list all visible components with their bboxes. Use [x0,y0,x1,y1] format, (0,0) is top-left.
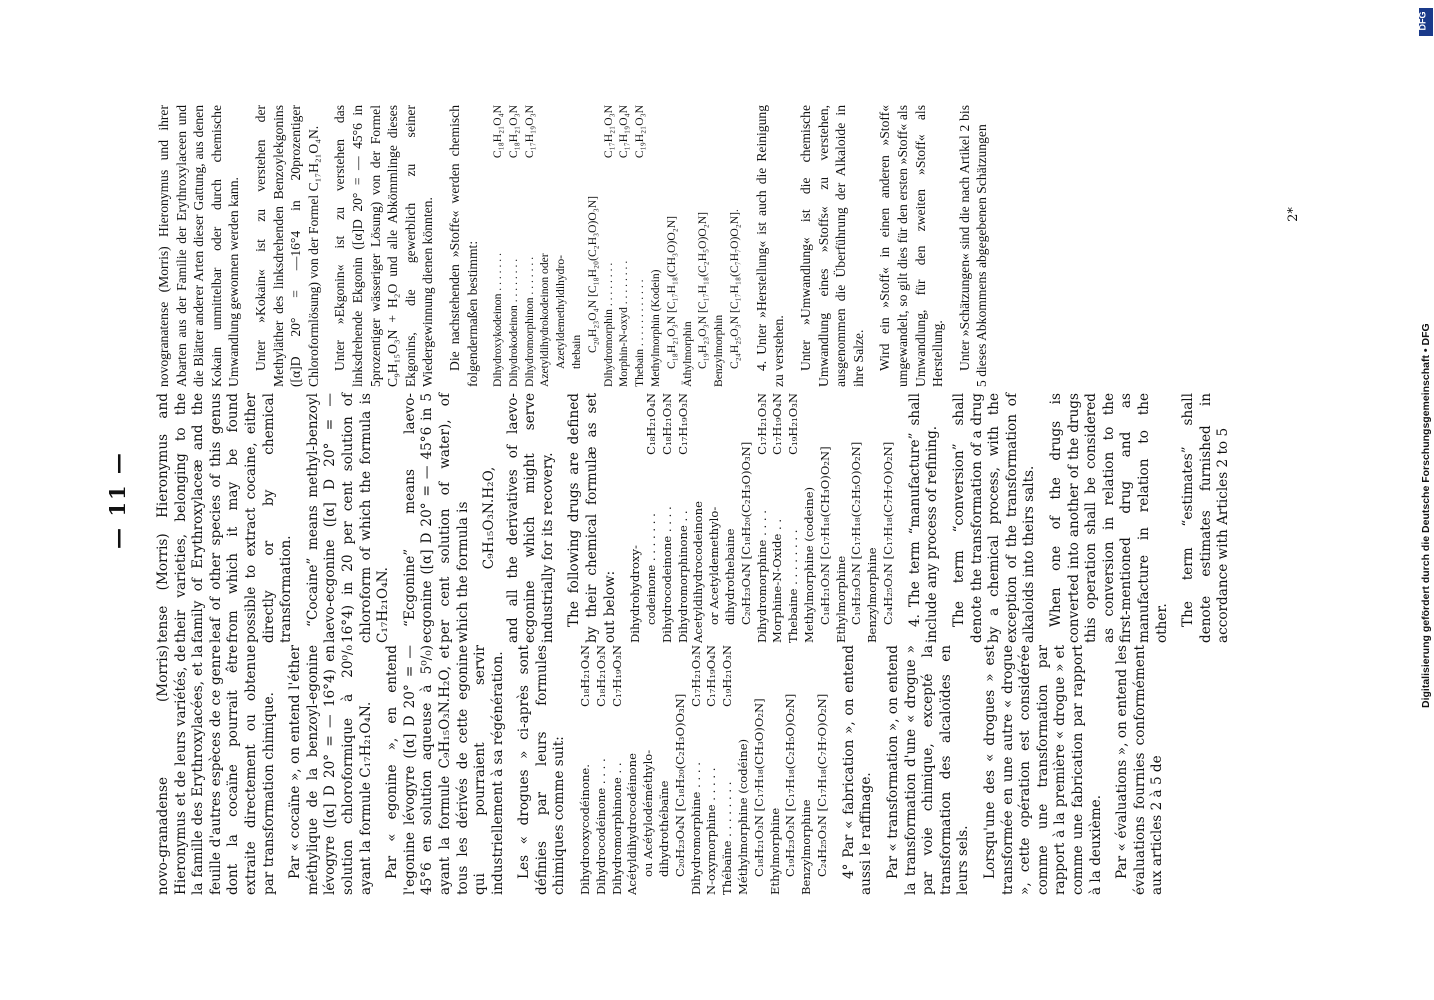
drug-formula-row [660,393,676,643]
drug-name: Dihydromorphinon . . . . . . . [522,256,536,387]
paragraph: Wird ein »Stoff« in einen anderen »Stoff« umgewandelt, so gilt dies für den ersten »Stoff« als Umwandlung, für den zweiten »Stoff« als Herstellung. [877,105,946,387]
drug-name: N-oxymorphine . . . . . [704,767,719,895]
drug-name: Morphin-N-oxyd . . . . . . . . [617,260,631,387]
drug-name: Acétyldihydrocodéinone [625,753,640,895]
drug-formula: C₁₇H₁₉O₄N [704,645,719,707]
paragraph: Par « transformation », on entend la transformation d'une « drogue » par voie chimique, excepté la transformation des alcaloïdes en leurs sels. [885,645,972,895]
drug-formula: C₁₈H₂₁O₃N [506,105,520,159]
drug-formula-row [641,645,657,895]
paragraph: Unter »Umwandlung« ist die chemische Umwandlung eines »Stoffs« zu verstehen, ausgenommen die Überführung der Alkaloide in ihre Salze. [798,105,866,387]
drug-name: Thebain . . . . . . . . . . . . [633,279,647,387]
drug-formula-row [610,645,626,895]
drug-name: Äthylmorphin [680,321,694,387]
drug-formula-row [818,393,834,643]
drug-name: C₁₈H₂₁O₃N [C₁₇H₁₈(CH₃O)O₂N] [664,216,678,369]
german-column [155,105,1000,387]
paragraph: and all the derivatives of laevo-ecgonine which might serve industrially for its recovery. [504,393,556,643]
paragraph: Lorsqu'une des « drogues » est transformée en une autre « drogue », cette opération est considérée comme une transformation par rapport à la première « drogue » et comme une fabrication par rapport à la deuxième. [981,645,1104,895]
drug-name: Ethylmorphine [833,555,848,643]
drug-formula-row [680,105,696,387]
drug-formula-row [648,105,664,387]
drug-formula-row [786,393,802,643]
drug-name: Methylmorphine (codeine) [802,486,817,643]
drug-name: Azetyldihydrokodeinon oder [538,253,552,387]
drug-formula-list [628,393,897,643]
drug-name: C₁₉H₂₃O₃N [C₁₇H₁₈(C₂H₅O)O₂N] [849,441,864,625]
paragraph: novo-granadense (Morris) Hieronymus et de leurs variétés, de la famille des Erythroxylacées, et la feuille d'autres espèces de ce genre dont la cocaïne pourrait être extraite directement ou obtenue par transformation chimique. [155,645,277,895]
drug-formula: C₁₉H₂₁O₃N [633,105,647,159]
drug-formula-row [736,645,752,895]
french-column [155,645,1176,895]
drug-formula-row [720,645,736,895]
drug-formula-row [632,105,648,387]
drug-formula-row [691,393,707,643]
drug-name: C₂₄H₂₅O₃N [C₁₇H₁₈(C₇H₇O)O₂N] [881,441,895,625]
drug-formula-row [490,105,506,387]
drug-name: ou Acétylodéméthylo- [641,749,656,877]
paragraph: 4° Par « fabrication », on entend aussi le raffinage. [840,645,875,895]
drug-formula-row [865,393,881,643]
drug-name: C₁₉H₂₃O₃N [C₁₇H₁₈(C₂H₅O)O₂N] [783,693,798,877]
drug-name: C₁₉H₂₃O₃N [C₁₇H₁₈(C₂H₅O)O₂N] [696,211,710,369]
drug-name: C₂₄H₂₅O₃N [C₁₇H₁₈(C₇H₇O)O₂N] [815,693,830,877]
drug-formula-row [537,105,553,387]
drug-name: Thebaine . . . . . . . . [786,529,801,643]
paragraph: The term “conversion” shall denote the transformation of a drug by a chemical process, with the exception of the transformation of alkaloids into theirs salts. [950,393,1038,643]
drug-name: dihydrothebaine [723,528,738,625]
drug-formula-row [755,393,771,643]
drug-name: C₁₈H₂₁O₃N [C₁₇H₁₈(CH₃O)O₂N] [751,698,766,877]
drug-name: Dihydrohydroxy- [628,545,643,643]
paragraph: Die nachstehenden »Stoffe« werden chemisch folgendermaßen bestimmt: [446,105,480,387]
drug-formula-row [553,105,569,387]
drug-name: Méthylmorphine (codéine) [736,738,751,895]
drug-formula-row [676,393,692,643]
drug-formula-row [695,105,711,387]
drug-name: Dihydroxykodeinon . . . . . . . [491,253,505,387]
drug-formula: C₁₇H₂₁O₃N [688,645,703,707]
drug-formula-row [625,645,641,895]
drug-formula-row [522,105,538,387]
drug-name: C₂₄H₂₅O₃N [C₁₇H₁₈(C₇H₇O)O₂N]. [728,209,742,369]
paragraph: “Cocaine” means methyl-benzoyl laevo-ecgonine ([α] D 20° = — 16°4) in 20 per cent solution of chloroform of which the formula is C₁₇H₂₁O₄N. [304,393,392,643]
drug-formula-row [673,645,689,895]
drug-formula: C₁₈H₂₁O₃N [593,645,608,707]
dfg-logo-badge: DFG [1419,8,1433,36]
drug-name: C₂₀H₂₃O₄N [C₁₈H₂₀(C₂H₃O)O₃N] [738,441,753,625]
paragraph: Les « drogues » ci-après sont définies par leurs formules chimiques comme suit: [516,645,568,895]
drug-formula-row [628,393,644,643]
paragraph: Par « cocaïne », on entend l'éther méthylique de la benzoyl-egonine lévogyre ([α] D 20° = — 16°4) en solution chloroformique à 20⁰/₀ ayant la formule C₁₇H₂₁O₄N. [287,645,374,895]
drug-formula-row [849,393,865,643]
paragraph: “Ecgonine” means laevo-ecgonine ([α] D 20° = — 45°6 in 5 per cent solution of water), of which the formula is [401,393,471,643]
drug-name: Benzylmorphine [865,547,880,643]
drug-formula: C₁₇H₁₉O₄N [617,105,631,159]
drug-name: Dihydrocodeinone . . . . [659,506,674,643]
drug-formula-row [704,645,720,895]
drug-name: Dihydromorphine . . . . [688,762,703,895]
signature-mark: 2* [1285,207,1301,222]
drug-name: dihydrothébaïne [657,780,672,877]
drug-name: Dihydromorphinone . . [675,510,690,643]
paragraph: 4. Unter »Herstellung« ist auch die Reinigung zu verstehen. [753,105,787,387]
drug-formula-row [578,645,594,895]
paragraph: novogranatense (Morris) Hieronymus und ihrer Abarten aus der Familie der Erythroxylaceen und die Blätter anderer Arten dieser Gattung, aus denen Kokain unmittelbar oder durch chemische Umwandlung gewonnen werden kann. [156,105,242,387]
drug-formula-row [644,393,660,643]
drug-name: Morphine-N-Oxide . . [770,518,785,643]
drug-formula: C₁₈H₂₁O₄N [644,393,659,455]
drug-name: Dihydrocodéinone . . . . [593,758,608,895]
drug-formula-row [834,393,850,643]
drug-formula-row [506,105,522,387]
drug-formula-row [768,645,784,895]
digitization-note-text: Digitalisierung gefördert durch die Deutsche Forschungsgemeinschaft • DFG [1420,323,1432,708]
drug-name: Benzylmorphine [799,799,814,895]
drug-name: Dihydromorphinone . . [609,762,624,895]
drug-formula-row [594,645,610,895]
drug-formula-row [739,393,755,643]
drug-name: Ethylmorphine [767,807,782,895]
paragraph: Par « egonine », en entend l'egonine lévogyre ([α] D 20° = — 45°6 en solution aqueuse à 5⁰/₀) ayant la formule C₉H₁₅O₃N.H₂O, et tous les dérivés de cette egonine qui pourraient servir industriellement à sa régénération. [384,645,506,895]
paragraph: 4. The term “manufacture” shall include any process of refining. [906,393,941,643]
paragraph: Par « évaluations », on entend les évaluations fournies conformément aux articles 2 à 5 de [1114,645,1166,895]
drug-formula-row [727,105,743,387]
drug-formula-row [752,645,768,895]
formula: C₉H₁₅O₃N.H₂O, [481,466,498,570]
drug-formula: C₁₈H₂₁O₄N [491,105,505,159]
drug-name: Methylmorphin (Kodein) [649,269,663,387]
drug-formula-row [783,645,799,895]
drug-name: thebain [570,334,584,369]
drug-formula: C₁₇H₁₉O₄N [770,393,785,455]
drug-formula-row [802,393,818,643]
paragraph: Unter »Schätzungen« sind die nach Artikel 2 bis 5 dieses Abkommens abgegebenen Schätzungen [956,105,990,387]
drug-formula: C₁₇H₁₉O₃N [609,645,624,707]
paragraph: The following drugs are defined by their chemical formulæ as set out below: [566,393,618,643]
drug-formula-row [585,105,601,387]
paragraph: Unter »Ekgonin« ist zu verstehen das linksdrehende Ekgonin ([α]D 20° = — 45°6 in 5prozentiger wässeriger Lösung) von der Formel C₉H₁₅O₃N + H₂O und alle Abkömmlinge dieses Ekgonins, die gewerblich zu seiner Wiedergewinnung dienen könnten. [332,105,436,387]
drug-formula-row [815,645,831,895]
rotated-page-content [105,105,1305,895]
drug-name: Thébaïne . . . . . . . . [720,781,735,895]
paragraph: Unter »Kokain« ist zu verstehen der Methyläther des linksdrehenden Benzoylekgonins ([α]D 20° = —16°4 in 20prozentiger Chloroformlösung) von der Formel C₁₇H₂₁O₄N. [252,105,321,387]
drug-formula-row [657,645,673,895]
drug-formula: C₁₉H₂₁O₃N [786,393,801,455]
drug-name: C₁₈H₂₁O₃N [C₁₇H₁₈(CH₃O)O₂N] [817,446,832,625]
drug-name: Dihydrooxycodéinone. [578,764,593,895]
drug-formula: C₁₉H₂₁O₃N [720,645,735,707]
drug-name: Dihydromorphine . . . . [754,510,769,643]
page-number: — 11 — [105,451,130,549]
drug-formula: C₁₇H₂₁O₃N [754,393,769,455]
drug-formula-row [723,393,739,643]
paragraph: The term “estimates” shall denote estimates furnished in accordance with Articles 2 to 5 [1180,393,1232,643]
paragraph: When one of the drugs is converted into another of the drugs this operation shall be considered as conversion in relation to the first-mentioned drug and as manufacture in relation to the other. [1047,393,1170,643]
drug-formula-row [664,105,680,387]
drug-name: Acetyldihydrocodeinone [691,501,706,643]
english-column [155,393,1242,643]
drug-name: C₂₀H₂₃O₄N [C₁₈H₂₀(C₂H₃O)O₃N] [672,693,687,877]
drug-name: or Acetyldemethylo- [707,506,722,625]
drug-formula-row [601,105,617,387]
drug-name: Dihydrokodeinon . . . . . . . . [506,258,520,387]
drug-name: Dihydromorphin . . . . . . . . [601,262,615,387]
drug-formula-row [616,105,632,387]
paragraph: tense (Morris) Hieronymus and their varieties, belonging to the family of Erythroxylaceæ and the leaf of other species of this genus from which it may be found possible to extract cocaine, either directly or by chemical transformation. [155,393,295,643]
drug-formula: C₁₇H₁₉O₃N [675,393,690,455]
drug-formula-row [799,645,815,895]
drug-name: codeinone . . . . . . . [644,513,659,625]
drug-formula: C₁₇H₂₁O₃N [601,105,615,159]
drug-formula-list [578,645,831,895]
drug-formula: C₁₈H₂₁O₄N [578,645,593,707]
drug-formula-row [770,393,786,643]
drug-formula-row [881,393,897,643]
drug-formula: C₁₈H₂₁O₃N [659,393,674,455]
drug-formula-row [707,393,723,643]
drug-name: C₂₀H₂₃O₄N [C₁₈H₂₀(C₂H₃O)O₃N] [585,195,599,353]
drug-formula-list [490,105,743,387]
digitization-note [1418,8,1432,992]
drug-formula-row [711,105,727,387]
drug-formula-row [689,645,705,895]
drug-formula-row [569,105,585,387]
drug-name: Benzylmorphin [712,314,726,387]
drug-formula: C₁₇H₁₉O₃N [522,105,536,159]
drug-name: Azetyldemethyldihydro- [554,255,568,369]
